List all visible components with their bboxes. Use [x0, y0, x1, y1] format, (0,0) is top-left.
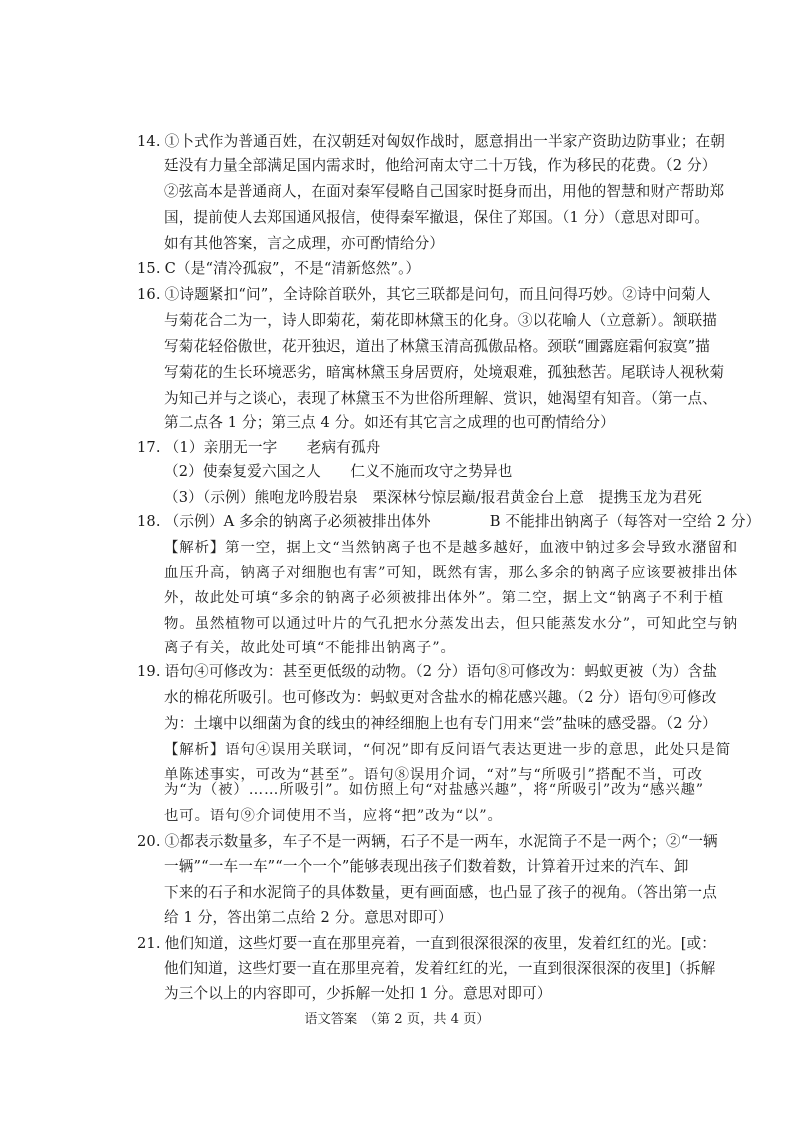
answer-item-line	[137, 260, 420, 278]
answer-item-line	[137, 663, 717, 681]
answer-text: C（是“清冷孤寂”，不是“清新悠然”。）	[164, 260, 421, 277]
answer-text: 他们知道，这些灯要一直在那里亮着，一直到很深很深的夜里，发着红红的光。[或：	[164, 935, 717, 952]
answer-continuation-line: 国，提前使人去郑国通风报信，使得秦军撤退，保住了郑国。（1 分）（意思对即可。	[164, 209, 710, 226]
answer-continuation-line: 为三个以上的内容即可，少拆解一处扣 1 分。意思对即可）	[164, 985, 552, 1002]
answer-text: ①都表示数量多，车子不是一两辆，石子不是一两车，水泥筒子不是一两个；②“一辆	[164, 833, 718, 850]
page-footer: 语文答案 （第 2 页，共 4 页）	[304, 1012, 490, 1027]
question-number: 19.	[137, 663, 161, 680]
answer-continuation-line: 离子有关，故此处可填“不能排出钠离子”。	[164, 640, 456, 656]
answer-text: 语句④可修改为：甚至更低级的动物。（2 分）语句⑧可修改为：蚂蚁更被（为）含盐	[164, 663, 718, 680]
answer-continuation-line: （2）使秦复爱六国之人 仁义不施而攻守之势异也	[164, 463, 513, 480]
answer-continuation-line: 外，故此处可填“多余的钠离子必须被排出体外”。第二空，据上文“钠离子不利于植	[164, 590, 724, 606]
answer-continuation-line: ②弦高本是普通商人，在面对秦军侵略自己国家时挺身而出，用他的智慧和财产帮助郑	[164, 183, 725, 200]
answer-continuation-line: 为：土壤中以细菌为食的线虫的神经细胞上也有专门用来“尝”盐味的感受器。（2 分）	[164, 715, 717, 732]
answer-text: （示例）A 多余的钠离子必须被排出体外 B 不能排出钠离子（每答对一空给 2 分）	[164, 513, 761, 530]
answer-continuation-line: 单陈述事实，可改为“甚至”。语句⑧误用介词，“对”与“所吸引”搭配不当，可改	[164, 767, 703, 783]
answer-continuation-line: 一辆”“一车一车”“一个一个”能够表现出孩子们数着数，计算着开过来的汽车、卸	[164, 858, 689, 875]
answer-continuation-line: （3）（示例）熊咆龙吟殷岩泉 栗深林兮惊层巅/报君黄金台上意 提携玉龙为君死	[164, 489, 702, 506]
answer-item-line	[137, 833, 718, 851]
question-number: 17.	[137, 439, 161, 456]
answer-continuation-line: 写菊花的生长环境恶劣，暗寓林黛玉身居贾府，处境艰难，孤独愁苦。尾联诗人视秋菊	[164, 364, 725, 381]
answer-item-line	[137, 935, 716, 953]
answer-item-line	[137, 439, 381, 457]
answer-continuation-line: 也可。语句⑨介词使用不当，应将“把”改为“以”。	[164, 808, 503, 824]
answer-continuation-line: 如有其他答案，言之成理，亦可酌情给分）	[164, 235, 445, 252]
answer-continuation-line: 血压升高，钠离子对细胞也有害”可知，既然有害，那么多余的钠离子应该要被排出体	[164, 565, 739, 581]
answer-text: （1）亲朋无一字 老病有孤舟	[164, 439, 381, 456]
question-number: 14.	[137, 133, 161, 150]
answer-continuation-line: 第二点各 1 分；第三点 4 分。如还有其它言之成理的也可酌情给分）	[164, 414, 615, 431]
answer-continuation-line: 【解析】第一空，据上文“当然钠离子也不是越多越好，血液中钠过多会导致水潴留和	[164, 540, 739, 556]
answer-continuation-line: 水的棉花所吸引。也可修改为：蚂蚁更对含盐水的棉花感兴趣。（2 分）语句⑨可修改	[164, 689, 717, 706]
answer-continuation-line: 他们知道，这些灯要一直在那里亮着，发着红红的光，一直到很深很深的夜里]（拆解	[164, 960, 716, 977]
answer-continuation-line: 与菊花合二为一，诗人即菊花，菊花即林黛玉的化身。③以花喻人（立意新）。颔联描	[164, 312, 717, 329]
answer-continuation-line: 物。虽然植物可以通过叶片的气孔把水分蒸发出去，但只能蒸发水分”，可知此空与钠	[164, 616, 739, 632]
answer-item-line	[137, 286, 711, 304]
answer-continuation-line: 下来的石子和水泥筒子的具体数量，更有画面感，也凸显了孩子的视角。（答出第一点	[164, 884, 717, 901]
answer-text: ①卜式作为普通百姓，在汉朝廷对匈奴作战时，愿意捐出一半家产资助边防事业；在朝	[164, 133, 725, 150]
answer-text: ①诗题紧扣“问”，全诗除首联外，其它三联都是问句，而且问得巧妙。②诗中问菊人	[164, 286, 711, 303]
question-number: 15.	[137, 260, 161, 277]
question-number: 16.	[137, 286, 161, 303]
answer-continuation-line: 为“为（被）……所吸引”。如仿照上句“对盐感兴趣”，将“所吸引”改为“感兴趣”	[164, 782, 705, 798]
answer-continuation-line: 写菊花轻俗傲世，花开独迟，道出了林黛玉清高孤傲品格。颈联“圃露庭霜何寂寞”描	[164, 338, 710, 355]
answer-item-line	[137, 133, 725, 151]
answer-continuation-line: 【解析】语句④误用关联词，“何况”即有反问语气表达更进一步的意思，此处只是简	[164, 742, 731, 758]
question-number: 21.	[137, 935, 161, 952]
answer-item-line	[137, 513, 760, 531]
question-number: 18.	[137, 513, 161, 530]
answer-continuation-line: 廷没有力量全部满足国内需求时，他给河南太守二十万钱，作为移民的花费。（2 分）	[164, 157, 717, 174]
answer-continuation-line: 为知己并与之谈心，表现了林黛玉不为世俗所理解、赏识，她渴望有知音。（第一点、	[164, 390, 717, 407]
answer-continuation-line: 给 1 分，答出第二点给 2 分。意思对即可）	[164, 909, 453, 926]
question-number: 20.	[137, 833, 161, 850]
